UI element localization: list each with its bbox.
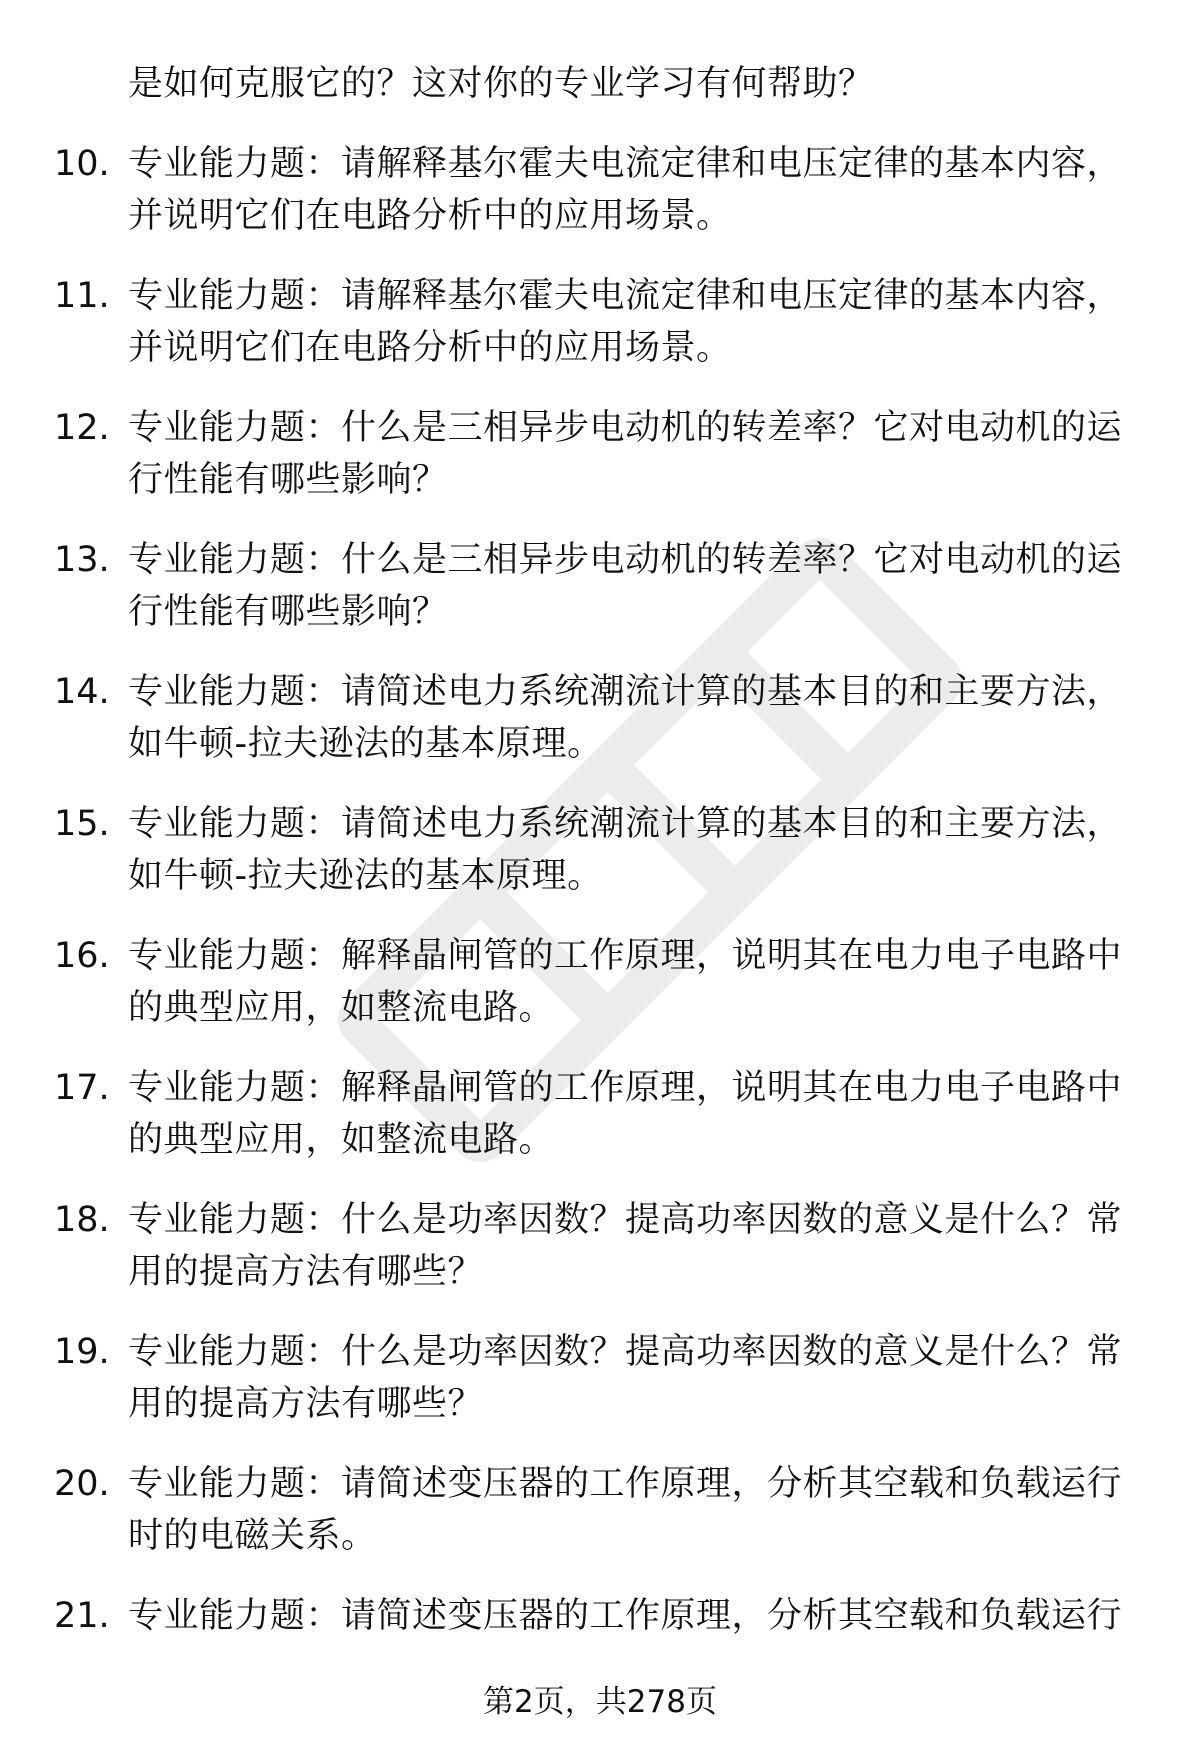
list-item — [0, 1458, 1200, 1562]
list-item — [0, 1326, 1200, 1430]
item-text-line: 专业能力题：请解释基尔霍夫电流定律和电压定律的基本内容， — [128, 276, 1123, 316]
list-item — [0, 138, 1200, 242]
item-text-line: 专业能力题：解释晶闸管的工作原理，说明其在电力电子电路中 — [128, 1068, 1123, 1108]
item-text-line: 专业能力题：什么是功率因数？提高功率因数的意义是什么？常 — [128, 1200, 1123, 1240]
item-number: 18. — [54, 1200, 110, 1240]
list-item — [0, 666, 1200, 770]
item-text-line: 专业能力题：请简述电力系统潮流计算的基本目的和主要方法， — [128, 672, 1123, 712]
item-number: 19. — [54, 1332, 110, 1372]
list-item — [0, 1194, 1200, 1298]
item-number: 15. — [54, 804, 110, 844]
list-item — [0, 798, 1200, 902]
item-text-line: 的典型应用，如整流电路。 — [128, 988, 555, 1028]
item-number: 16. — [54, 936, 110, 976]
item-text-line: 时的电磁关系。 — [128, 1516, 377, 1556]
item-text-line: 如牛顿-拉夫逊法的基本原理。 — [128, 856, 603, 896]
item-text-line: 行性能有哪些影响？ — [128, 592, 448, 632]
item-text-line: 并说明它们在电路分析中的应用场景。 — [128, 328, 732, 368]
item-text — [128, 1194, 1173, 1298]
item-text-line: 专业能力题：什么是功率因数？提高功率因数的意义是什么？常 — [128, 1332, 1123, 1372]
item-text — [128, 798, 1173, 902]
item-text — [128, 138, 1173, 242]
item-text-line: 专业能力题：解释晶闸管的工作原理，说明其在电力电子电路中 — [128, 936, 1123, 976]
list-item — [0, 534, 1200, 638]
item-text — [128, 666, 1173, 770]
item-text — [128, 1062, 1173, 1166]
continuation-text: 是如何克服它的？这对你的专业学习有何帮助？ — [128, 64, 874, 104]
list-item — [0, 1062, 1200, 1166]
item-text — [128, 270, 1173, 374]
item-text-line: 用的提高方法有哪些？ — [128, 1384, 484, 1424]
item-text-line: 用的提高方法有哪些？ — [128, 1252, 484, 1292]
question-list — [0, 138, 1200, 1722]
list-item — [0, 402, 1200, 506]
item-number: 21. — [54, 1596, 110, 1636]
item-text-line: 专业能力题：请简述变压器的工作原理，分析其空载和负载运行 — [128, 1596, 1123, 1636]
item-number: 13. — [54, 540, 110, 580]
item-text-line: 的典型应用，如整流电路。 — [128, 1120, 555, 1160]
item-text-line: 专业能力题：请解释基尔霍夫电流定律和电压定律的基本内容， — [128, 144, 1123, 184]
item-text-line: 行性能有哪些影响？ — [128, 460, 448, 500]
item-text-line: 专业能力题：什么是三相异步电动机的转差率？它对电动机的运 — [128, 408, 1123, 448]
item-text — [128, 534, 1173, 638]
item-number: 10. — [54, 144, 110, 184]
item-number: 11. — [54, 276, 110, 316]
list-item — [0, 270, 1200, 374]
list-item — [0, 1590, 1200, 1694]
item-number: 14. — [54, 672, 110, 712]
item-number: 20. — [54, 1464, 110, 1504]
item-number: 12. — [54, 408, 110, 448]
item-text — [128, 1590, 1173, 1642]
item-text — [128, 1326, 1173, 1430]
page-footer: 第2页，共278页 — [483, 1684, 717, 1720]
item-text-line: 并说明它们在电路分析中的应用场景。 — [128, 196, 732, 236]
item-text — [128, 930, 1173, 1034]
item-number: 17. — [54, 1068, 110, 1108]
list-item — [0, 930, 1200, 1034]
item-text-line: 专业能力题：请简述电力系统潮流计算的基本目的和主要方法， — [128, 804, 1123, 844]
item-text — [128, 402, 1173, 506]
item-text-line: 专业能力题：什么是三相异步电动机的转差率？它对电动机的运 — [128, 540, 1123, 580]
item-text — [128, 1458, 1173, 1562]
item-text-line: 专业能力题：请简述变压器的工作原理，分析其空载和负载运行 — [128, 1464, 1123, 1504]
item-text-line: 如牛顿-拉夫逊法的基本原理。 — [128, 724, 603, 764]
